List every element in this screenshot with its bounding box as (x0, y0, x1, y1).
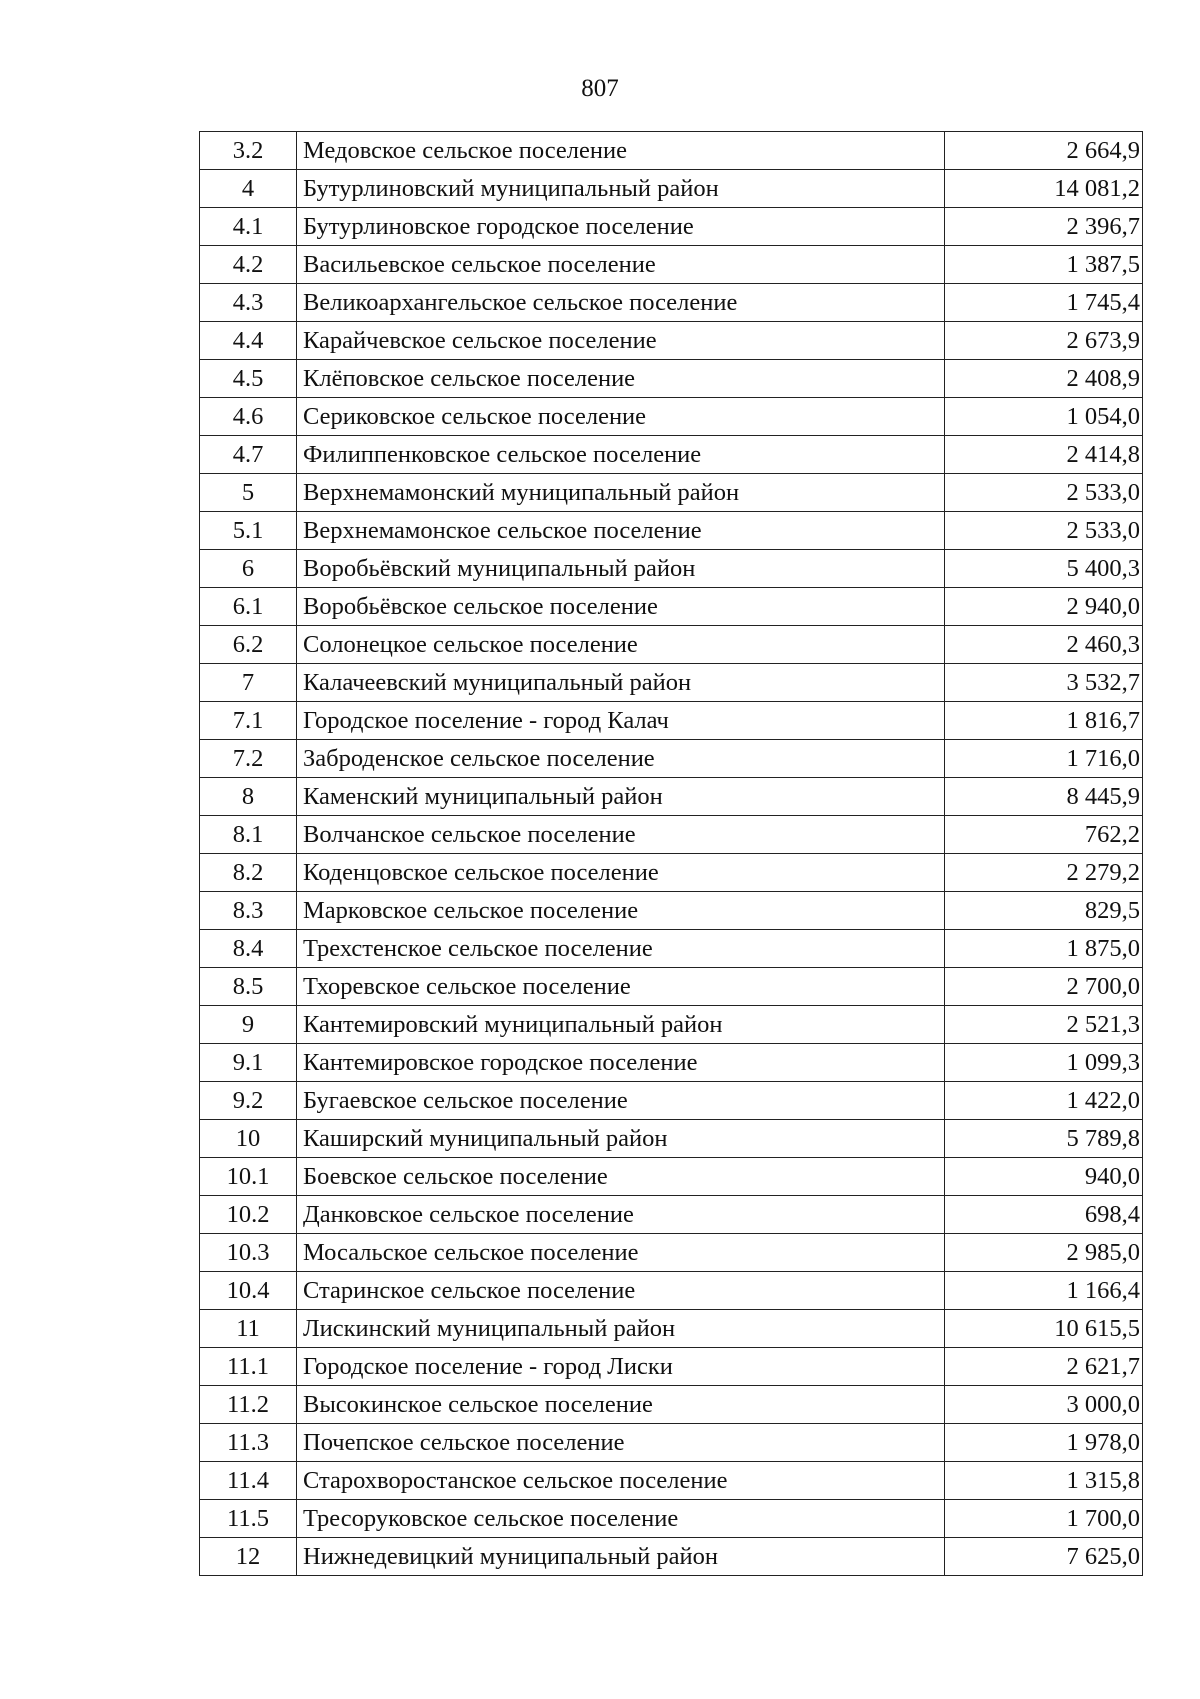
amount-cell: 2 460,3 (945, 626, 1143, 664)
row-number-cell: 8.5 (200, 968, 297, 1006)
row-number-cell: 9.2 (200, 1082, 297, 1120)
amount-cell: 1 054,0 (945, 398, 1143, 436)
table-row (200, 892, 1143, 930)
table-row (200, 512, 1143, 550)
row-number-cell: 10.3 (200, 1234, 297, 1272)
row-number-cell: 11.2 (200, 1386, 297, 1424)
table-row (200, 132, 1143, 170)
row-number-cell: 10.1 (200, 1158, 297, 1196)
row-number-cell: 8.3 (200, 892, 297, 930)
row-number-cell: 4.3 (200, 284, 297, 322)
row-number-cell: 4.7 (200, 436, 297, 474)
municipality-name-cell: Высокинское сельское поселение (297, 1386, 945, 1424)
row-number-cell: 7 (200, 664, 297, 702)
table-row (200, 474, 1143, 512)
amount-cell: 2 414,8 (945, 436, 1143, 474)
amount-cell: 1 315,8 (945, 1462, 1143, 1500)
municipality-name-cell: Данковское сельское поселение (297, 1196, 945, 1234)
amount-cell: 2 533,0 (945, 474, 1143, 512)
row-number-cell: 4 (200, 170, 297, 208)
table-row (200, 246, 1143, 284)
row-number-cell: 3.2 (200, 132, 297, 170)
table-row (200, 1538, 1143, 1576)
table-row (200, 208, 1143, 246)
municipality-name-cell: Боевское сельское поселение (297, 1158, 945, 1196)
table-row (200, 778, 1143, 816)
municipality-name-cell: Нижнедевицкий муниципальный район (297, 1538, 945, 1576)
table-row (200, 968, 1143, 1006)
amount-cell: 1 978,0 (945, 1424, 1143, 1462)
municipality-name-cell: Верхнемамонское сельское поселение (297, 512, 945, 550)
row-number-cell: 7.2 (200, 740, 297, 778)
table-row (200, 1196, 1143, 1234)
table-row (200, 1044, 1143, 1082)
table-row (200, 1386, 1143, 1424)
table-row (200, 854, 1143, 892)
table-row (200, 550, 1143, 588)
amount-cell: 3 532,7 (945, 664, 1143, 702)
municipality-name-cell: Заброденское сельское поселение (297, 740, 945, 778)
municipality-name-cell: Марковское сельское поселение (297, 892, 945, 930)
row-number-cell: 11 (200, 1310, 297, 1348)
table-row (200, 436, 1143, 474)
municipality-name-cell: Каширский муниципальный район (297, 1120, 945, 1158)
row-number-cell: 5.1 (200, 512, 297, 550)
municipality-name-cell: Филиппенковское сельское поселение (297, 436, 945, 474)
row-number-cell: 9.1 (200, 1044, 297, 1082)
amount-cell: 1 387,5 (945, 246, 1143, 284)
municipality-name-cell: Сериковское сельское поселение (297, 398, 945, 436)
amount-cell: 1 422,0 (945, 1082, 1143, 1120)
municipality-name-cell: Воробьёвский муниципальный район (297, 550, 945, 588)
amount-cell: 829,5 (945, 892, 1143, 930)
municipality-name-cell: Солонецкое сельское поселение (297, 626, 945, 664)
table-row (200, 664, 1143, 702)
amount-cell: 2 533,0 (945, 512, 1143, 550)
amount-cell: 1 816,7 (945, 702, 1143, 740)
municipality-name-cell: Воробьёвское сельское поселение (297, 588, 945, 626)
municipality-name-cell: Городское поселение - город Калач (297, 702, 945, 740)
amount-cell: 762,2 (945, 816, 1143, 854)
row-number-cell: 6.2 (200, 626, 297, 664)
municipality-name-cell: Лискинский муниципальный район (297, 1310, 945, 1348)
row-number-cell: 12 (200, 1538, 297, 1576)
amount-cell: 2 700,0 (945, 968, 1143, 1006)
amount-cell: 698,4 (945, 1196, 1143, 1234)
amount-cell: 2 664,9 (945, 132, 1143, 170)
amount-cell: 5 789,8 (945, 1120, 1143, 1158)
municipality-name-cell: Верхнемамонский муниципальный район (297, 474, 945, 512)
municipality-name-cell: Клёповское сельское поселение (297, 360, 945, 398)
table-row (200, 360, 1143, 398)
municipality-name-cell: Трехстенское сельское поселение (297, 930, 945, 968)
municipality-name-cell: Карайчевское сельское поселение (297, 322, 945, 360)
row-number-cell: 8.4 (200, 930, 297, 968)
amount-cell: 1 745,4 (945, 284, 1143, 322)
amount-cell: 1 166,4 (945, 1272, 1143, 1310)
municipality-name-cell: Бутурлиновское городское поселение (297, 208, 945, 246)
row-number-cell: 5 (200, 474, 297, 512)
table-row (200, 398, 1143, 436)
municipality-name-cell: Бутурлиновский муниципальный район (297, 170, 945, 208)
amount-cell: 3 000,0 (945, 1386, 1143, 1424)
municipality-name-cell: Бугаевское сельское поселение (297, 1082, 945, 1120)
table-row (200, 284, 1143, 322)
table-row (200, 1234, 1143, 1272)
municipality-name-cell: Каменский муниципальный район (297, 778, 945, 816)
amount-cell: 8 445,9 (945, 778, 1143, 816)
row-number-cell: 7.1 (200, 702, 297, 740)
row-number-cell: 6 (200, 550, 297, 588)
table-row (200, 1082, 1143, 1120)
amount-cell: 2 621,7 (945, 1348, 1143, 1386)
table-row (200, 1310, 1143, 1348)
amount-cell: 7 625,0 (945, 1538, 1143, 1576)
table-row (200, 1462, 1143, 1500)
row-number-cell: 10.2 (200, 1196, 297, 1234)
municipality-name-cell: Городское поселение - город Лиски (297, 1348, 945, 1386)
row-number-cell: 11.4 (200, 1462, 297, 1500)
municipality-name-cell: Мосальское сельское поселение (297, 1234, 945, 1272)
amount-cell: 940,0 (945, 1158, 1143, 1196)
municipality-name-cell: Кантемировский муниципальный район (297, 1006, 945, 1044)
municipality-name-cell: Кантемировское городское поселение (297, 1044, 945, 1082)
page-number: 807 (581, 75, 619, 102)
amount-cell: 5 400,3 (945, 550, 1143, 588)
row-number-cell: 10 (200, 1120, 297, 1158)
budget-table (199, 131, 1143, 1576)
amount-cell: 2 408,9 (945, 360, 1143, 398)
municipality-name-cell: Старинское сельское поселение (297, 1272, 945, 1310)
table-row (200, 1500, 1143, 1538)
amount-cell: 1 700,0 (945, 1500, 1143, 1538)
amount-cell: 1 099,3 (945, 1044, 1143, 1082)
table-row (200, 1348, 1143, 1386)
row-number-cell: 6.1 (200, 588, 297, 626)
amount-cell: 10 615,5 (945, 1310, 1143, 1348)
amount-cell: 2 279,2 (945, 854, 1143, 892)
row-number-cell: 9 (200, 1006, 297, 1044)
amount-cell: 1 716,0 (945, 740, 1143, 778)
municipality-name-cell: Васильевское сельское поселение (297, 246, 945, 284)
amount-cell: 2 985,0 (945, 1234, 1143, 1272)
amount-cell: 1 875,0 (945, 930, 1143, 968)
amount-cell: 2 940,0 (945, 588, 1143, 626)
municipality-name-cell: Почепское сельское поселение (297, 1424, 945, 1462)
table-body (200, 132, 1143, 1576)
row-number-cell: 10.4 (200, 1272, 297, 1310)
table-row (200, 588, 1143, 626)
table-row (200, 1006, 1143, 1044)
row-number-cell: 4.2 (200, 246, 297, 284)
table-row (200, 626, 1143, 664)
row-number-cell: 4.5 (200, 360, 297, 398)
row-number-cell: 4.1 (200, 208, 297, 246)
municipality-name-cell: Медовское сельское поселение (297, 132, 945, 170)
budget-table-container (199, 131, 1140, 1576)
municipality-name-cell: Старохворостанское сельское поселение (297, 1462, 945, 1500)
row-number-cell: 11.1 (200, 1348, 297, 1386)
municipality-name-cell: Коденцовское сельское поселение (297, 854, 945, 892)
municipality-name-cell: Тресоруковское сельское поселение (297, 1500, 945, 1538)
table-row (200, 1120, 1143, 1158)
row-number-cell: 11.3 (200, 1424, 297, 1462)
table-row (200, 1424, 1143, 1462)
row-number-cell: 8 (200, 778, 297, 816)
table-row (200, 1272, 1143, 1310)
amount-cell: 2 521,3 (945, 1006, 1143, 1044)
row-number-cell: 4.6 (200, 398, 297, 436)
municipality-name-cell: Волчанское сельское поселение (297, 816, 945, 854)
amount-cell: 2 673,9 (945, 322, 1143, 360)
row-number-cell: 8.1 (200, 816, 297, 854)
table-row (200, 322, 1143, 360)
municipality-name-cell: Калачеевский муниципальный район (297, 664, 945, 702)
amount-cell: 14 081,2 (945, 170, 1143, 208)
row-number-cell: 4.4 (200, 322, 297, 360)
table-row (200, 702, 1143, 740)
amount-cell: 2 396,7 (945, 208, 1143, 246)
municipality-name-cell: Тхоревское сельское поселение (297, 968, 945, 1006)
table-row (200, 816, 1143, 854)
row-number-cell: 11.5 (200, 1500, 297, 1538)
table-row (200, 1158, 1143, 1196)
table-row (200, 170, 1143, 208)
municipality-name-cell: Великоархангельское сельское поселение (297, 284, 945, 322)
table-row (200, 740, 1143, 778)
row-number-cell: 8.2 (200, 854, 297, 892)
table-row (200, 930, 1143, 968)
